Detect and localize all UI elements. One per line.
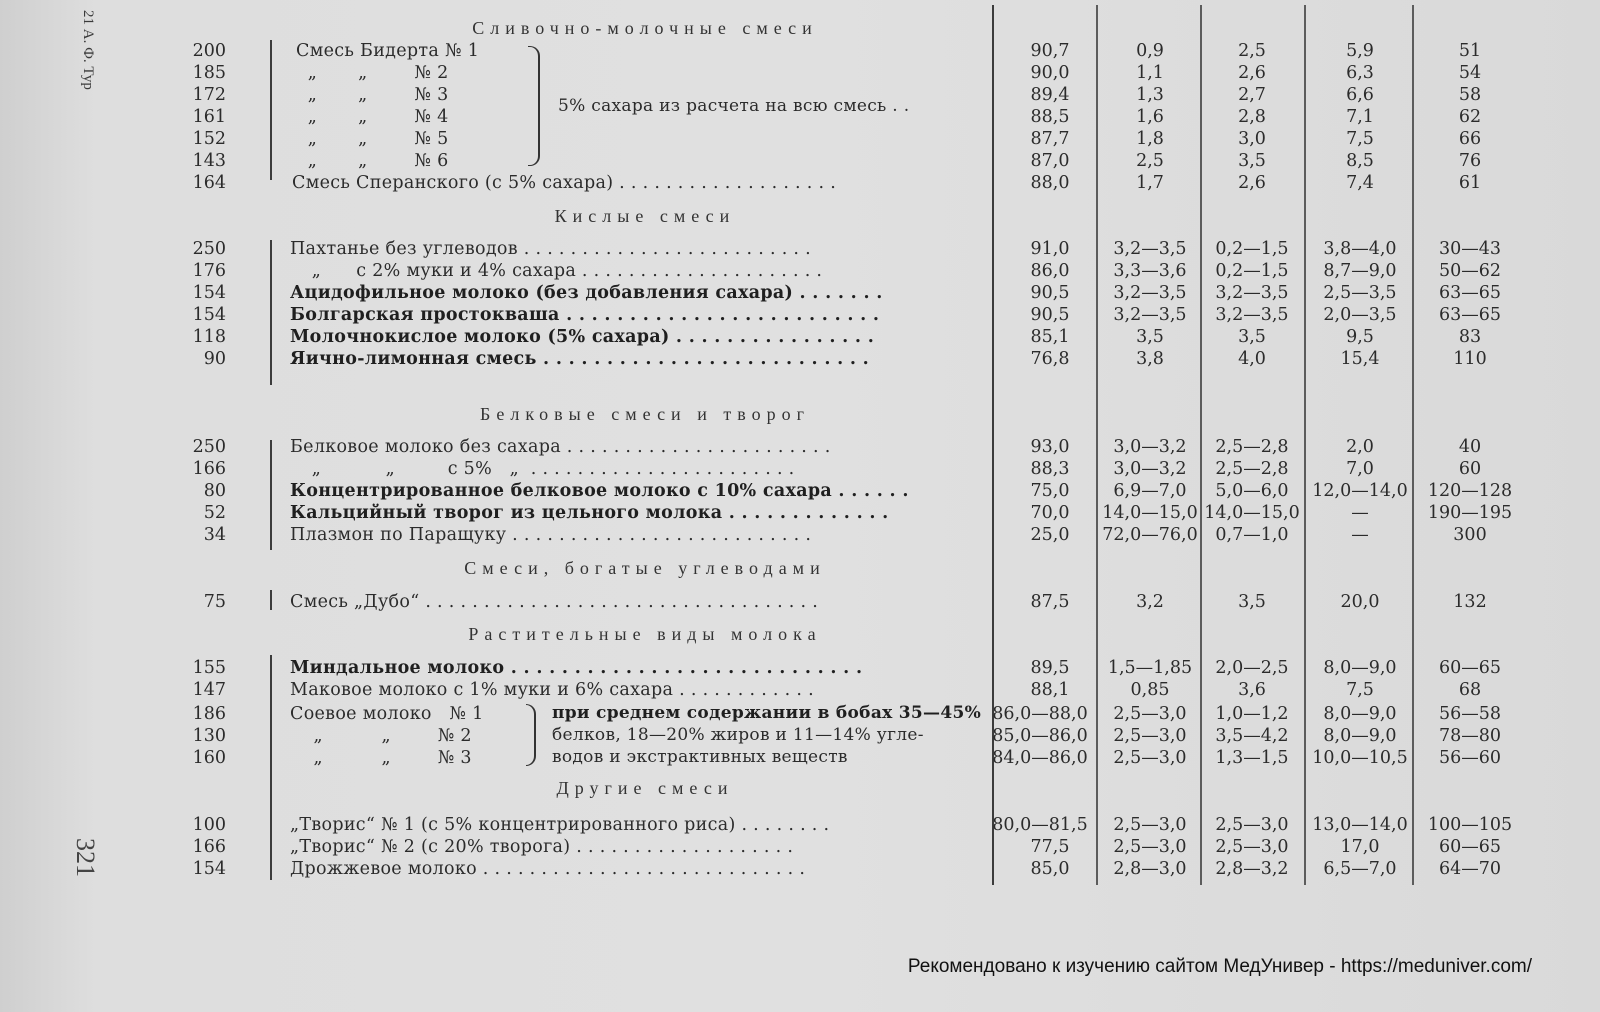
fat: 2,8—3,2	[1215, 859, 1289, 879]
protein: 3,3—3,6	[1113, 261, 1187, 281]
carbohydrates: 8,0—9,0	[1323, 726, 1397, 746]
table-row	[0, 458, 1600, 480]
protein: 3,2—3,5	[1113, 283, 1187, 303]
protein: 1,1	[1136, 63, 1164, 83]
fat: 3,0	[1238, 129, 1266, 149]
protein: 2,5—3,0	[1113, 726, 1187, 746]
fat: 2,5—3,0	[1215, 815, 1289, 835]
section-title-creamy: Сливочно-молочные смеси	[472, 18, 818, 38]
water: 77,5	[1030, 837, 1070, 857]
calories: 250	[192, 437, 226, 457]
soy-note-line-2: белков, 18—20% жиров и 11—14% угле-	[552, 725, 924, 745]
carbohydrates: —	[1351, 525, 1369, 545]
carbohydrates: 15,4	[1340, 349, 1380, 369]
running-head: 21 А. Ф. Тур	[80, 10, 96, 90]
table-row	[0, 84, 1600, 106]
carbohydrates: 20,0	[1340, 592, 1380, 612]
mixture-name: Молочнокислое молоко (5% сахара) . . . . . . . . . . . . . . . .	[290, 327, 875, 347]
carbohydrates: 8,0—9,0	[1323, 704, 1397, 724]
protein: 3,8	[1136, 349, 1164, 369]
calories: 154	[192, 283, 226, 303]
table-row	[0, 348, 1600, 370]
calorie-value: 50—62	[1438, 261, 1502, 281]
calorie-value: 61	[1458, 173, 1482, 193]
carbohydrates: 10,0—10,5	[1312, 748, 1408, 768]
section-title-carb: Смеси, богатые углеводами	[464, 558, 826, 578]
calories: 164	[192, 173, 226, 193]
mixture-name: „Творис“ № 2 (с 20% творога) . . . . . . . . . . . . . . . . . . .	[290, 837, 794, 857]
mixture-name: „ „ № 6	[296, 151, 449, 171]
fat: 2,5	[1238, 41, 1266, 61]
protein: 2,5—3,0	[1113, 837, 1187, 857]
carbohydrates: 3,8—4,0	[1323, 239, 1397, 259]
water: 86,0	[1030, 261, 1070, 281]
table-row	[0, 326, 1600, 348]
calorie-value: 40	[1458, 437, 1482, 457]
water: 89,4	[1030, 85, 1070, 105]
calories: 166	[192, 459, 226, 479]
table-row	[0, 524, 1600, 546]
protein: 2,8—3,0	[1113, 859, 1187, 879]
water: 93,0	[1030, 437, 1070, 457]
calorie-value: 63—65	[1438, 305, 1502, 325]
calorie-value: 60—65	[1438, 658, 1502, 678]
carbohydrates: 7,5	[1346, 129, 1374, 149]
protein: 2,5—3,0	[1113, 748, 1187, 768]
calories: 52	[203, 503, 226, 523]
table-row	[0, 703, 1600, 725]
fat: 0,2—1,5	[1215, 261, 1289, 281]
water: 87,5	[1030, 592, 1070, 612]
fat: 2,5—2,8	[1215, 459, 1289, 479]
protein: 3,2—3,5	[1113, 305, 1187, 325]
protein: 1,6	[1136, 107, 1164, 127]
calorie-value: 60—65	[1438, 837, 1502, 857]
protein: 2,5	[1136, 151, 1164, 171]
calorie-value: 56—60	[1438, 748, 1502, 768]
fat: 3,5	[1238, 327, 1266, 347]
calorie-value: 120—128	[1427, 481, 1513, 501]
protein: 3,2—3,5	[1113, 239, 1187, 259]
carbohydrates: 7,1	[1346, 107, 1374, 127]
calorie-value: 68	[1458, 680, 1482, 700]
table-row	[0, 591, 1600, 613]
mixture-name: „ „ № 3	[290, 748, 472, 768]
calorie-value: 83	[1458, 327, 1482, 347]
mixture-name: Яично-лимонная смесь . . . . . . . . . . . . . . . . . . . . . . . . . .	[290, 349, 870, 369]
water: 88,5	[1030, 107, 1070, 127]
protein: 0,9	[1136, 41, 1164, 61]
water: 90,7	[1030, 41, 1070, 61]
mixture-name: Болгарская простокваша . . . . . . . . . . . . . . . . . . . . . . . . .	[290, 305, 880, 325]
creamy-note: 5% сахара из расчета на всю смесь . .	[558, 96, 910, 116]
water: 86,0—88,0	[992, 704, 1088, 724]
fat: 2,5—2,8	[1215, 437, 1289, 457]
calorie-value: 76	[1458, 151, 1482, 171]
mixture-name: Смесь Сперанского (с 5% сахара) . . . . . . . . . . . . . . . . . . .	[292, 173, 837, 193]
fat: 2,6	[1238, 63, 1266, 83]
protein: 1,8	[1136, 129, 1164, 149]
table-row	[0, 725, 1600, 747]
water: 87,7	[1030, 129, 1070, 149]
carbohydrates: 5,9	[1346, 41, 1374, 61]
fat: 1,3—1,5	[1215, 748, 1289, 768]
soy-note-line-3: водов и экстрактивных веществ	[552, 747, 848, 767]
mixture-name: Плазмон по Паращуку . . . . . . . . . . . . . . . . . . . . . . . . . .	[290, 525, 812, 545]
mixture-name: „ „ № 2	[296, 63, 449, 83]
table-row	[0, 282, 1600, 304]
table-row	[0, 657, 1600, 679]
water: 88,1	[1030, 680, 1070, 700]
protein: 2,5—3,0	[1113, 815, 1187, 835]
water: 85,0—86,0	[992, 726, 1088, 746]
calories: 154	[192, 305, 226, 325]
site-watermark: Рекомендовано к изучению сайтом МедУнивер - https://meduniver.com/	[907, 956, 1532, 977]
table-row	[0, 858, 1600, 880]
protein: 3,5	[1136, 327, 1164, 347]
protein: 1,7	[1136, 173, 1164, 193]
mixture-name: Пахтанье без углеводов . . . . . . . . . . . . . . . . . . . . . . . . .	[290, 239, 812, 259]
fat: 14,0—15,0	[1204, 503, 1300, 523]
calories: 143	[192, 151, 226, 171]
calorie-value: 110	[1453, 349, 1487, 369]
fat: 2,6	[1238, 173, 1266, 193]
page-number: 321	[71, 838, 100, 877]
water: 89,5	[1030, 658, 1070, 678]
mixture-name: Соевое молоко № 1	[290, 704, 484, 724]
mixture-name: Кальцийный творог из цельного молока . . . . . . . . . . . . .	[290, 503, 889, 523]
carbohydrates: 2,0	[1346, 437, 1374, 457]
calories: 250	[192, 239, 226, 259]
water: 85,1	[1030, 327, 1070, 347]
fat: 1,0—1,2	[1215, 704, 1289, 724]
carbohydrates: 7,5	[1346, 680, 1374, 700]
calorie-value: 30—43	[1438, 239, 1502, 259]
mixture-name: Белковое молоко без сахара . . . . . . . . . . . . . . . . . . . . . . .	[290, 437, 831, 457]
calorie-value: 63—65	[1438, 283, 1502, 303]
fat: 2,7	[1238, 85, 1266, 105]
carbohydrates: 17,0	[1340, 837, 1380, 857]
table-row	[0, 260, 1600, 282]
calories: 154	[192, 859, 226, 879]
mixture-name: Ацидофильное молоко (без добавления сахара) . . . . . . .	[290, 283, 883, 303]
fat: 2,0—2,5	[1215, 658, 1289, 678]
calories: 34	[203, 525, 226, 545]
calorie-value: 132	[1453, 592, 1487, 612]
carbohydrates: 8,0—9,0	[1323, 658, 1397, 678]
table-row	[0, 480, 1600, 502]
carbohydrates: 8,7—9,0	[1323, 261, 1397, 281]
calorie-value: 56—58	[1438, 704, 1502, 724]
water: 80,0—81,5	[992, 815, 1088, 835]
fat: 5,0—6,0	[1215, 481, 1289, 501]
water: 91,0	[1030, 239, 1070, 259]
mixture-name: „Творис“ № 1 (с 5% концентрированного риса) . . . . . . . .	[290, 815, 830, 835]
water: 70,0	[1030, 503, 1070, 523]
calories: 130	[192, 726, 226, 746]
table-row	[0, 747, 1600, 769]
fat: 2,5—3,0	[1215, 837, 1289, 857]
mixture-name: Дрожжевое молоко . . . . . . . . . . . . . . . . . . . . . . . . . . . .	[290, 859, 806, 879]
calorie-value: 78—80	[1438, 726, 1502, 746]
calories: 185	[192, 63, 226, 83]
mixture-name: „ с 2% муки и 4% сахара . . . . . . . . . . . . . . . . . . . . .	[300, 261, 823, 281]
water: 88,3	[1030, 459, 1070, 479]
calories: 147	[192, 680, 226, 700]
mixture-name: Смесь „Дубо“ . . . . . . . . . . . . . . . . . . . . . . . . . . . . . . . . . .	[290, 592, 819, 612]
table-row	[0, 172, 1600, 194]
fat: 3,5	[1238, 592, 1266, 612]
calorie-value: 100—105	[1427, 815, 1513, 835]
protein: 1,3	[1136, 85, 1164, 105]
carbohydrates: 13,0—14,0	[1312, 815, 1408, 835]
protein: 1,5—1,85	[1107, 658, 1193, 678]
calorie-value: 62	[1458, 107, 1482, 127]
protein: 14,0—15,0	[1102, 503, 1198, 523]
calorie-value: 66	[1458, 129, 1482, 149]
mixture-name: „ „ № 2	[290, 726, 472, 746]
carbohydrates: 6,3	[1346, 63, 1374, 83]
calories: 152	[192, 129, 226, 149]
mixture-name: „ „ с 5% „ . . . . . . . . . . . . . . . . . . . . . . .	[300, 459, 795, 479]
carbohydrates: 6,6	[1346, 85, 1374, 105]
calories: 186	[192, 704, 226, 724]
carbohydrates: 9,5	[1346, 327, 1374, 347]
calories: 100	[192, 815, 226, 835]
calories: 75	[203, 592, 226, 612]
water: 85,0	[1030, 859, 1070, 879]
mixture-name: Концентрированное белковое молоко с 10% сахара . . . . . .	[290, 481, 909, 501]
water: 87,0	[1030, 151, 1070, 171]
mixture-name: „ „ № 5	[296, 129, 449, 149]
carbohydrates: 7,4	[1346, 173, 1374, 193]
table-row	[0, 304, 1600, 326]
calorie-value: 60	[1458, 459, 1482, 479]
protein: 6,9—7,0	[1113, 481, 1187, 501]
section-title-protein: Белковые смеси и творог	[480, 404, 810, 424]
table-row	[0, 62, 1600, 84]
fat: 4,0	[1238, 349, 1266, 369]
mixture-name: Смесь Бидерта № 1	[296, 41, 480, 61]
table-row	[0, 128, 1600, 150]
mixture-name: Миндальное молоко . . . . . . . . . . . . . . . . . . . . . . . . . . . .	[290, 658, 863, 678]
calories: 161	[192, 107, 226, 127]
calories: 172	[192, 85, 226, 105]
calorie-value: 58	[1458, 85, 1482, 105]
protein: 3,2	[1136, 592, 1164, 612]
table-row	[0, 836, 1600, 858]
mixture-name: „ „ № 3	[296, 85, 449, 105]
calories: 166	[192, 837, 226, 857]
mixture-name: „ „ № 4	[296, 107, 449, 127]
calories: 118	[192, 327, 226, 347]
water: 88,0	[1030, 173, 1070, 193]
table-row	[0, 814, 1600, 836]
carbohydrates: 7,0	[1346, 459, 1374, 479]
water: 76,8	[1030, 349, 1070, 369]
fat: 2,8	[1238, 107, 1266, 127]
water: 84,0—86,0	[992, 748, 1088, 768]
protein: 2,5—3,0	[1113, 704, 1187, 724]
carbohydrates: 12,0—14,0	[1312, 481, 1408, 501]
table-row	[0, 436, 1600, 458]
section-title-plant: Растительные виды молока	[468, 624, 822, 644]
calories: 90	[203, 349, 226, 369]
section-title-other: Другие смеси	[556, 778, 734, 798]
fat: 3,2—3,5	[1215, 305, 1289, 325]
water: 25,0	[1030, 525, 1070, 545]
carbohydrates: 6,5—7,0	[1323, 859, 1397, 879]
table-row	[0, 40, 1600, 62]
calories: 155	[192, 658, 226, 678]
fat: 0,7—1,0	[1215, 525, 1289, 545]
table-row	[0, 238, 1600, 260]
table-row	[0, 502, 1600, 524]
calories: 160	[192, 748, 226, 768]
fat: 3,6	[1238, 680, 1266, 700]
water: 90,0	[1030, 63, 1070, 83]
fat: 0,2—1,5	[1215, 239, 1289, 259]
calorie-value: 190—195	[1427, 503, 1513, 523]
water: 75,0	[1030, 481, 1070, 501]
table-row	[0, 150, 1600, 172]
calorie-value: 54	[1458, 63, 1482, 83]
protein: 72,0—76,0	[1102, 525, 1198, 545]
section-title-sour: Кислые смеси	[554, 206, 736, 226]
water: 90,5	[1030, 283, 1070, 303]
calories: 176	[192, 261, 226, 281]
calories: 80	[203, 481, 226, 501]
calorie-value: 51	[1458, 41, 1482, 61]
protein: 3,0—3,2	[1113, 437, 1187, 457]
calorie-value: 64—70	[1438, 859, 1502, 879]
soy-note-line-1: при среднем содержании в бобах 35—45%	[552, 703, 982, 723]
calorie-value: 300	[1453, 525, 1487, 545]
protein: 3,0—3,2	[1113, 459, 1187, 479]
table-row	[0, 106, 1600, 128]
fat: 3,5	[1238, 151, 1266, 171]
carbohydrates: —	[1351, 503, 1369, 523]
table-row	[0, 679, 1600, 701]
calories: 200	[192, 41, 226, 61]
mixture-name: Маковое молоко с 1% муки и 6% сахара . . . . . . . . . . . .	[290, 680, 814, 700]
carbohydrates: 8,5	[1346, 151, 1374, 171]
carbohydrates: 2,0—3,5	[1323, 305, 1397, 325]
carbohydrates: 2,5—3,5	[1323, 283, 1397, 303]
fat: 3,2—3,5	[1215, 283, 1289, 303]
water: 90,5	[1030, 305, 1070, 325]
protein: 0,85	[1130, 680, 1170, 700]
fat: 3,5—4,2	[1215, 726, 1289, 746]
